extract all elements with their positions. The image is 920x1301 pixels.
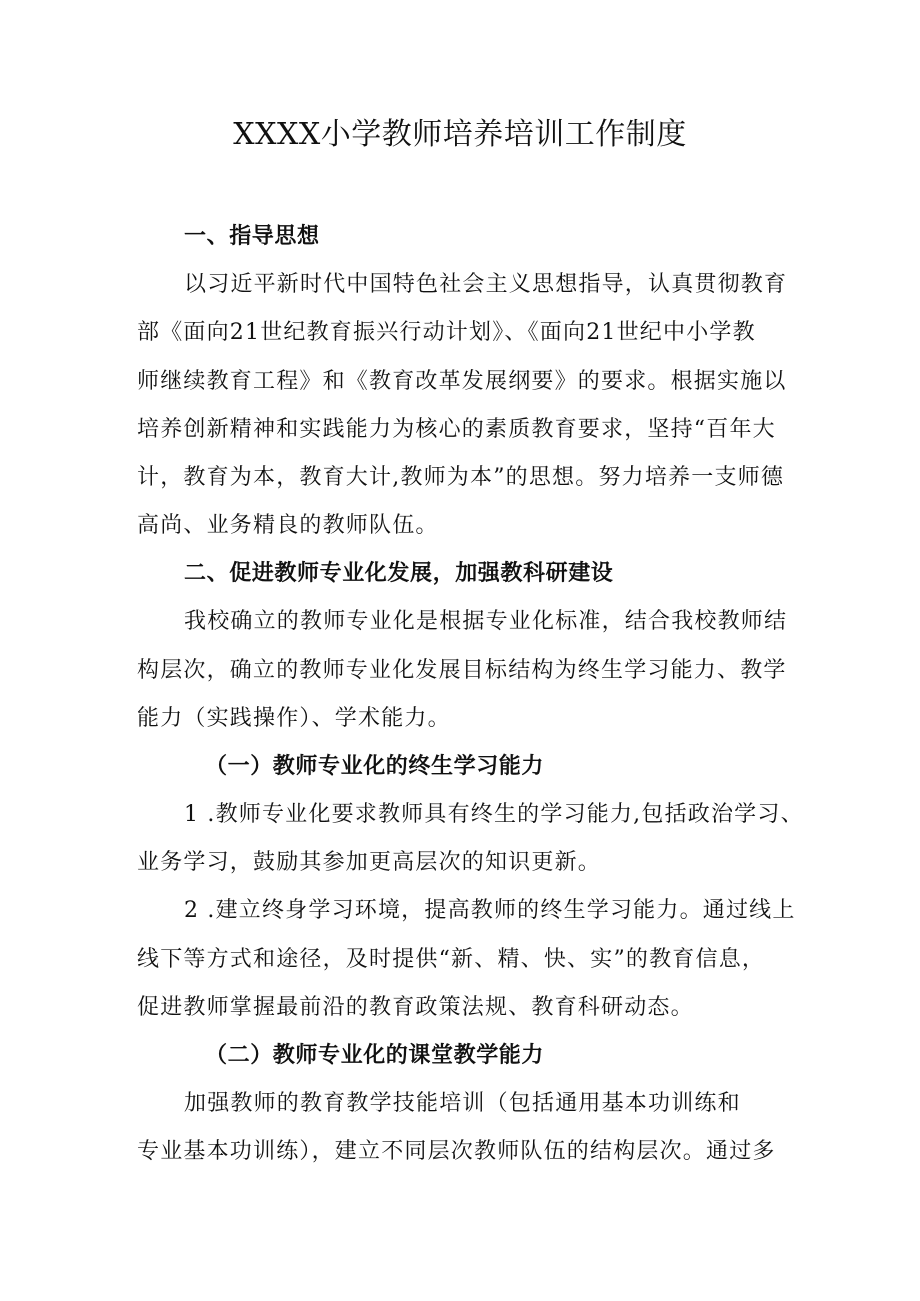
- list-item-line: 业务学习，鼓励其参加更高层次的知识更新。: [137, 850, 602, 875]
- section-heading-professional-development: 二、促进教师专业化发展，加强教科研建设: [184, 561, 614, 586]
- paragraph-line: 培养创新精神和实践能力为核心的素质教育要求，坚持“百年大: [137, 417, 776, 442]
- list-item-line: 促进教师掌握最前沿的教育政策法规、教育科研动态。: [137, 995, 694, 1020]
- list-item-line: 线下等方式和途径，及时提供“新、精、快、实”的教育信息，: [137, 947, 766, 972]
- subsection-heading-lifelong-learning: （一）教师专业化的终生学习能力: [205, 754, 545, 779]
- paragraph-line: 师继续教育工程》和《教育改革发展纲要》的要求。根据实施以: [137, 369, 787, 394]
- paragraph-line: 我校确立的教师专业化是根据专业化标准，结合我校教师结: [184, 609, 788, 634]
- list-item-line: 1 .教师专业化要求教师具有终生的学习能力,包括政治学习、: [184, 802, 804, 827]
- paragraph-line: 构层次，确立的教师专业化发展目标结构为终生学习能力、教学: [137, 658, 787, 683]
- paragraph-line: 计，教育为本，教育大计,教师为本”的思想。努力培养一支师德: [137, 465, 785, 490]
- list-item-line: 2 .建立终身学习环境，提高教师的终生学习能力。通过线上: [184, 898, 796, 923]
- paragraph-line: 专业基本功训练），建立不同层次教师队伍的结构层次。通过多: [137, 1139, 776, 1164]
- section-heading-guiding-ideology: 一、指导思想: [184, 224, 320, 249]
- document-title: XXXX小学教师培养培训工作制度: [233, 117, 687, 152]
- paragraph-line: 以习近平新时代中国特色社会主义思想指导，认真贯彻教育: [184, 272, 788, 297]
- paragraph-line: 加强教师的教育教学技能培训（包括通用基本功训练和: [184, 1091, 741, 1116]
- paragraph-line: 部《面向21世纪教育振兴行动计划》、《面向21世纪中小学教: [137, 320, 756, 345]
- paragraph-line: 能力（实践操作）、学术能力。: [137, 706, 451, 731]
- subsection-heading-classroom-teaching: （二）教师专业化的课堂教学能力: [205, 1043, 545, 1068]
- paragraph-line: 高尚、业务精良的教师队伍。: [137, 513, 439, 538]
